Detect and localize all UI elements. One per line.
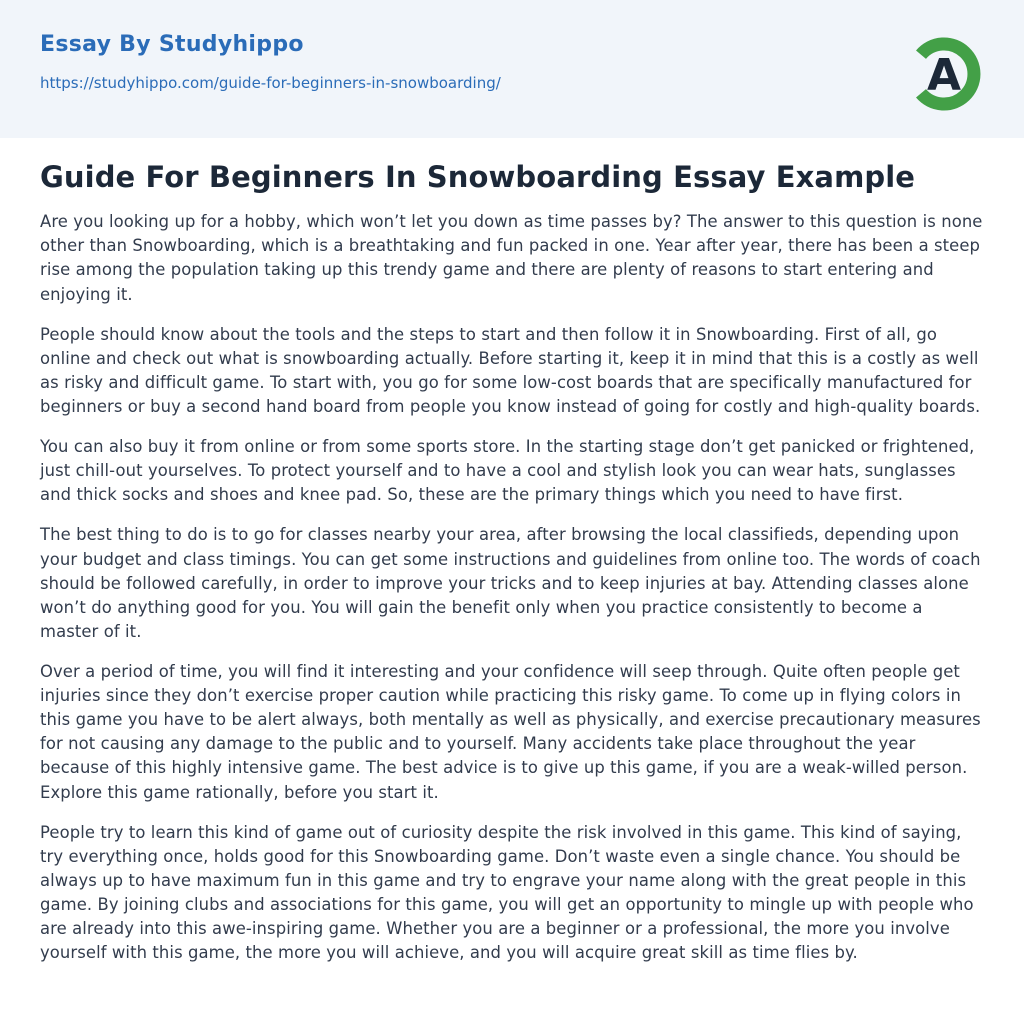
- page-header: [0, 0, 1024, 138]
- essay-paragraph: You can also buy it from online or from some sports store. In the starting stage don’t get panicked or frightened, just chill-out yourselves. To protect yourself and to have a cool and stylish look you can wear hats, sunglasses and thick socks and shoes and knee pad. So, these are the primary things which you need to have first.: [40, 437, 975, 505]
- essay-article: [0, 138, 1024, 1013]
- essay-title: Guide For Beginners In Snowboarding Essay Example: [40, 160, 916, 194]
- studyhippo-logo-icon: [904, 34, 984, 114]
- logo-letter: A: [927, 50, 962, 101]
- essay-paragraph: Are you looking up for a hobby, which won’t let you down as time passes by? The answer to this question is none other than Snowboarding, which is a breathtaking and fun packed in one. Year after year, there has been a steep rise among the population taking up this trendy game and there are plenty of reasons to start entering and enjoying it.: [40, 212, 983, 304]
- source-url-link[interactable]: https://studyhippo.com/guide-for-beginners-in-snowboarding/: [40, 74, 501, 93]
- essay-paragraph: Over a period of time, you will find it interesting and your confidence will seep through. Quite often people get injuries since they don’t exercise proper caution while practicing this risky game. To come up in flying colors in this game you have to be alert always, both mentally as well as physically, and exercise precautionary measures for not causing any damage to the public and to yourself. Many accidents take place throughout the year because of this highly intensive game. The best advice is to give up this game, if you are a weak-willed person. Explore this game rationally, before you start it.: [40, 661, 981, 802]
- essay-paragraph: The best thing to do is to go for classes nearby your area, after browsing the local classifieds, depending upon your budget and class timings. You can get some instructions and guidelines from online too. The words of coach should be followed carefully, in order to improve your tricks and to keep injuries at bay. Attending classes alone won’t do anything good for you. You will gain the benefit only when you practice consistently to become a master of it.: [40, 525, 981, 641]
- site-title: Essay By Studyhippo: [40, 32, 304, 57]
- essay-paragraph: People try to learn this kind of game out of curiosity despite the risk involved in this game. This kind of saying, try everything once, holds good for this Snowboarding game. Don’t waste even a single chance. You should be always up to have maximum fun in this game and try to engrave your name along with the great people in this game. By joining clubs and associations for this game, you will get an opportunity to mingle up with people who are already into this awe-inspiring game. Whether you are a beginner or a professional, the more you involve yourself with this game, the more you will achieve, and you will acquire great skill as time flies by.: [40, 822, 974, 963]
- header-text-block: [40, 32, 501, 92]
- studyhippo-logo: [904, 34, 984, 114]
- essay-paragraph: People should know about the tools and the steps to start and then follow it in Snowboarding. First of all, go online and check out what is snowboarding actually. Before starting it, keep it in mind that this is a costly as well as risky and difficult game. To start with, you go for some low-cost boards that are specifically manufactured for beginners or buy a second hand board from people you know instead of going for costly and high-quality boards.: [40, 324, 981, 416]
